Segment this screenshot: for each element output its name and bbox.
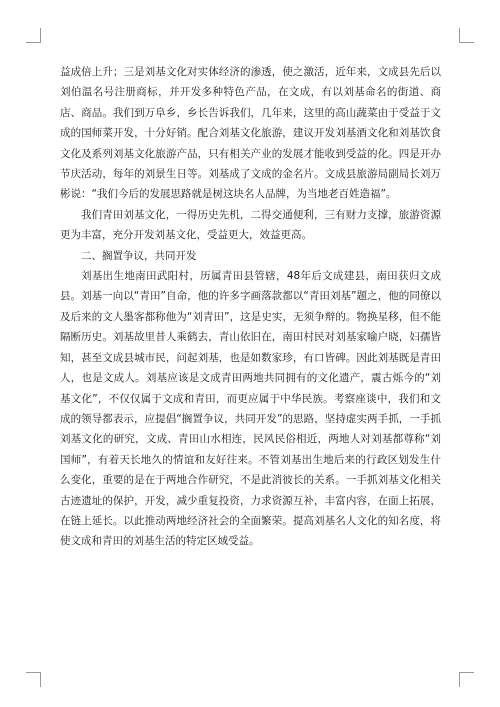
corner-mark-bottom-left — [26, 672, 41, 687]
paragraph-joint-development: 刘基出生地南田武阳村，历属青田县管辖，48年后文成建县，南田获归文成县。刘基一向以“青田”自命，他的许多字画落款都以“青田刘基”题之，他的同僚以及后来的文人墨客都称他为“刘青田”，这是史实，无须争辩的。物换星移，但不能隔断历史。刘基故里昔人乘鹤去，青山依旧在，南田村民对刘基家喻户晓，妇孺皆知，甚至文成县城市民，问起刘基，也是如数家珍，有口皆碑。因此刘基既是青田人，也是文成人。刘基应该是文成青田两地共同拥有的文化遗产，震古烁今的“刘基文化”，不仅仅属于文成和青田，而更应属于中华民族。考察座谈中，我们和文成的领导都表示，应提倡“搁置争议，共同开发”的思路，坚持虚实两手抓，一手抓刘基文化的研究，文成、青田山水相连，民风民俗相近，两地人对刘基都尊称“刘国师”，有着天长地久的情谊和友好往来。不管刘基出生地后来的行政区划发生什么变化，重要的是在于两地合作研究，不是此消彼长的关系。一手抓刘基文化相关古迹遗址的保护，开发，减少重复投资，力求资源互补，丰富内容，在面上拓展，在链上延长。以此推动两地经济社会的全面繁荣。提高刘基名人文化的知名度，将使文成和青田的刘基生活的特定区域受益。 — [60, 270, 441, 548]
paragraph-qingtian-advantage: 我们青田刘基文化，一得历史先机，二得交通便利，三有财力支撑，旅游资源更为丰富，充分开发刘基文化，受益更大，效益更高。 — [60, 208, 441, 242]
section-heading: 二、搁置争议，共同开发 — [81, 249, 197, 262]
corner-mark-top-left — [26, 28, 41, 43]
document-body — [60, 62, 441, 552]
corner-mark-bottom-right — [459, 672, 474, 687]
paragraph-continuation: 益成倍上升；三是刘基文化对实体经济的渗透，使之激活，近年来，文成县先后以刘伯温名号注册商标，并开发多种特色产品，在文成，有以刘基命名的街道、商店、商品。我们到万阜乡，乡长告诉我们，几年来，这里的高山蔬菜由于受益于文成的国师菜开发，十分好销。配合刘基文化旅游，建议开发刘基酒文化和刘基饮食文化及系列刘基文化旅游产品，只有相关产业的发展才能收到受益的化。四是开办节庆活动，每年的刘景生日等。刘基成了文成的金名片。文成县旅游局副局长刘万彬说：“我们今后的发展思路就是树这块名人品牌，为当地老百姓造福”。 — [60, 66, 441, 201]
corner-mark-top-right — [459, 28, 474, 43]
